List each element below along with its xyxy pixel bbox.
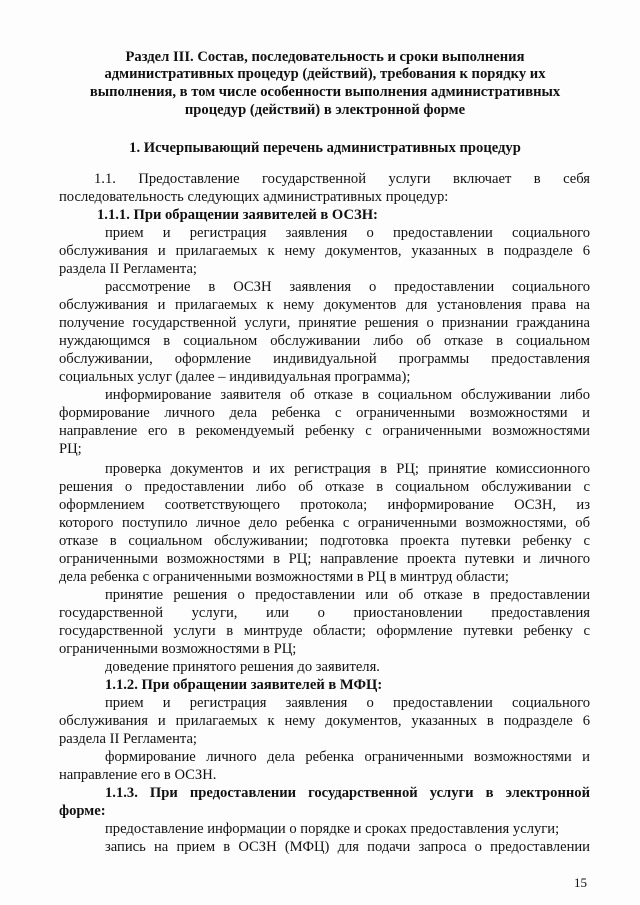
body-line: обслуживания и прилагаемых к нему документов, указанных в подразделе 6 (59, 713, 590, 729)
body-line: ограниченными возможностями в РЦ; (59, 641, 297, 657)
body-line: прием и регистрация заявления о предоставлении социального (105, 695, 590, 711)
body-line: обслуживания и прилагаемых к нему документов, указанных в подразделе 6 (59, 243, 590, 259)
body-line: получение государственной услуги, принятие решения о признании гражданина (59, 315, 590, 331)
section-title-line-4: процедур (действий) в электронной форме (184, 102, 466, 118)
subheading-electronic-cont: форме: (59, 803, 106, 819)
body-line: прием и регистрация заявления о предоставлении социального (105, 225, 590, 241)
body-line: решения о предоставлении либо об отказе в социальном обслуживании с (59, 479, 590, 495)
body-line: ограниченными возможностями в РЦ; направление проекта путевки и личного (59, 551, 590, 567)
body-line: принятие решения о предоставлении или об отказе в предоставлении (105, 587, 590, 603)
body-line: предоставление информации о порядке и сроках предоставления услуги; (105, 821, 560, 837)
subsection-title: 1. Исчерпывающий перечень административных процедур (129, 140, 521, 156)
body-line: рассмотрение в ОСЗН заявления о предоставлении социального (105, 279, 590, 295)
body-line: направление его в ОСЗН. (59, 767, 217, 783)
body-line: раздела II Регламента; (59, 731, 197, 747)
body-line: формирование личного дела ребенка ограниченными возможностями и (105, 749, 590, 765)
body-line: РЦ; (59, 441, 82, 457)
section-title-line-3: выполнения, в том числе особенности выполнения административных (89, 84, 561, 100)
body-line: нуждающимся в социальном обслуживании либо об отказе в социальном (59, 333, 590, 349)
body-line: государственной услуги в минтруде области; оформление путевки ребенку с (59, 623, 590, 639)
body-line: 1.1. Предоставление государственной услуги включает в себя (94, 171, 590, 187)
page-number: 15 (574, 875, 587, 890)
section-title-line-2: административных процедур (действий), требования к порядку их (104, 66, 546, 82)
body-line: последовательность следующих административных процедур: (59, 189, 449, 205)
body-line: раздела II Регламента; (59, 261, 197, 277)
section-title-line-1: Раздел III. Состав, последовательность и сроки выполнения (125, 49, 525, 65)
body-line: оформлением соответствующего протокола; информирование ОСЗН, из (59, 497, 590, 513)
body-line: доведение принятого решения до заявителя. (105, 659, 380, 675)
body-line: социальных услуг (далее – индивидуальная программа); (59, 369, 411, 385)
body-line: информирование заявителя об отказе в социальном обслуживании либо (105, 387, 590, 403)
body-line: которого поступило личное дело ребенка с ограниченными возможностями, об (59, 515, 590, 531)
body-line: государственной услуги, или о приостановлении предоставления (59, 605, 590, 621)
body-line: проверка документов и их регистрация в РЦ; принятие комиссионного (105, 461, 590, 477)
subheading-electronic: 1.1.3. При предоставлении государственной услуги в электронной (105, 785, 590, 801)
body-line: дела ребенка с ограниченными возможностями в РЦ в минтруд области; (59, 569, 509, 585)
body-line: направление его в рекомендуемый ребенку с ограниченными возможностями (59, 423, 590, 439)
body-line: отказе в социальном обслуживании; подготовка проекта путевки ребенку с (59, 533, 590, 549)
body-line: обслуживании, оформление индивидуальной программы предоставления (59, 351, 590, 367)
subheading-osz: 1.1.1. При обращении заявителей в ОСЗН: (97, 207, 378, 223)
subheading-mfc: 1.1.2. При обращении заявителей в МФЦ: (105, 677, 383, 693)
body-line: обслуживания и прилагаемых к нему документов для установления права на (59, 297, 590, 313)
body-line: запись на прием в ОСЗН (МФЦ) для подачи запроса о предоставлении (105, 839, 590, 855)
body-line: формирование личного дела ребенка с ограниченными возможностями и (59, 405, 590, 421)
